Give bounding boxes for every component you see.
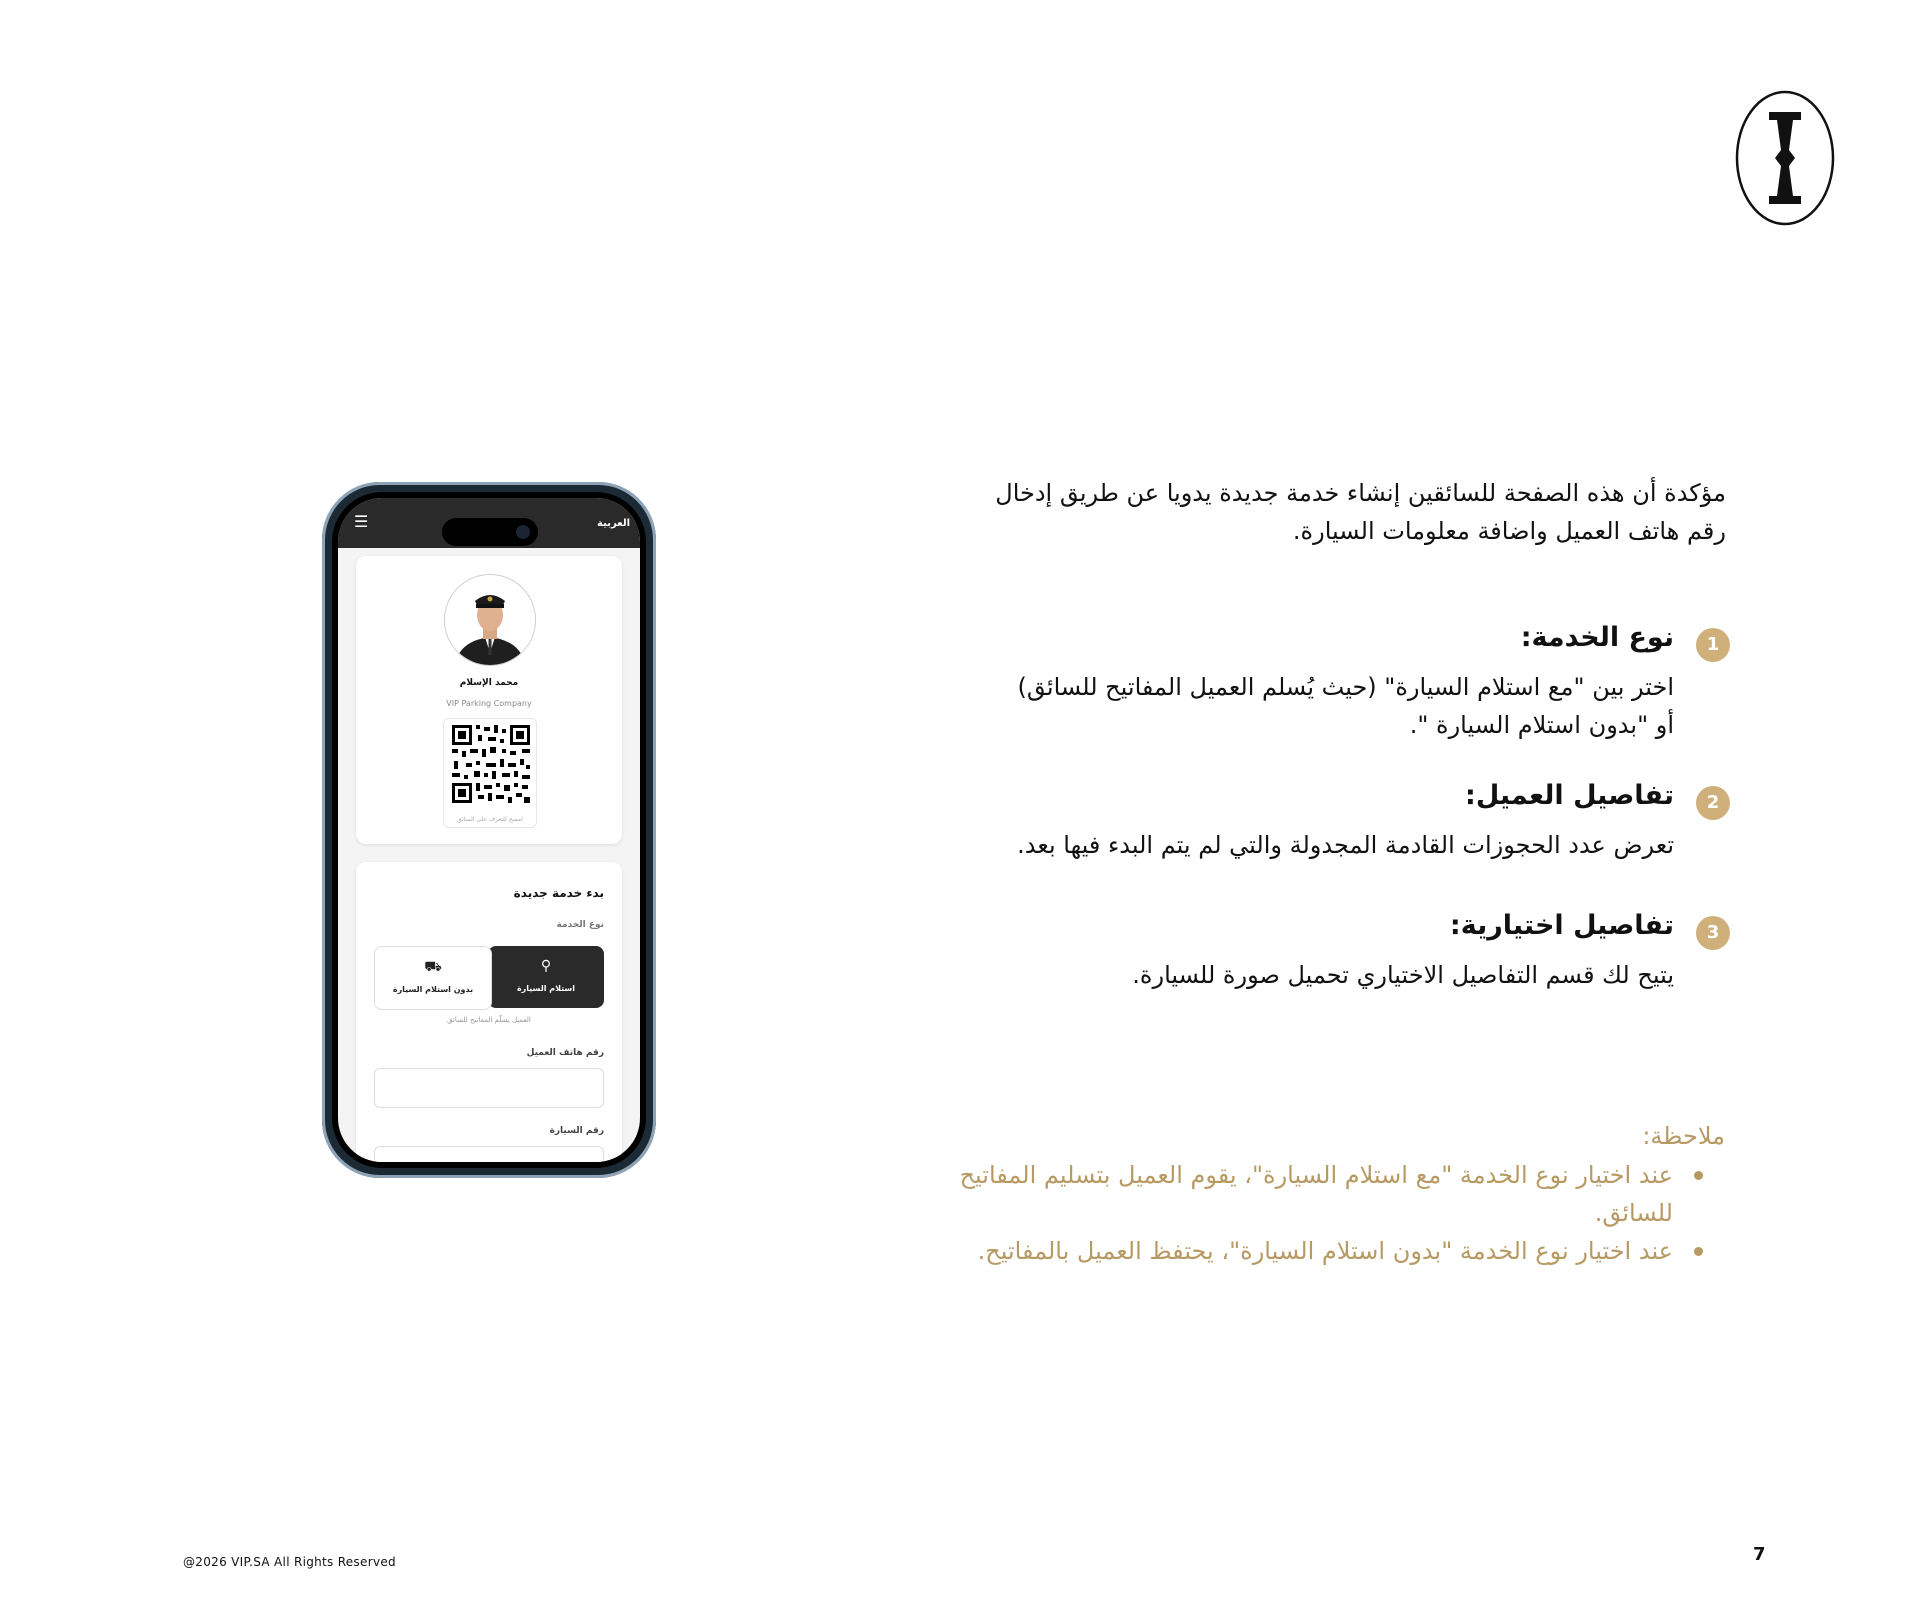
car-icon: ⛟ [424,959,442,975]
car-number-label: رقم السيارة [549,1126,604,1136]
dynamic-island [442,518,538,546]
customer-phone-label: رقم هاتف العميل [526,1048,604,1058]
step-service-type [830,622,1730,742]
option-without-car-pickup[interactable] [374,946,492,1010]
step-description-line: أو "بدون استلام السيارة ". [1409,711,1674,739]
qr-caption: امسح للتعرف على السائق [457,816,523,823]
service-type-label: نوع الخدمة [556,920,604,930]
app-topbar [338,498,640,548]
note-item: عند اختيار نوع الخدمة "مع استلام السيارة"، يقوم العميل بتسليم المفاتيح للسائق. [905,1156,1673,1232]
step-description-line: اختر بين "مع استلام السيارة" (حيث يُسلم العميل المفاتيح للسائق) [1017,673,1674,701]
key-icon: ⚲ [540,958,552,974]
company-name: VIP Parking Company [446,699,532,708]
new-service-card [356,862,622,1162]
option-with-car-pickup[interactable] [488,946,604,1008]
phone-bezel [332,492,646,1168]
car-number-input[interactable] [374,1146,604,1162]
option-label: بدون استلام السيارة [392,985,474,994]
language-switch[interactable]: العربية [597,518,630,529]
step-title: تفاصيل العميل: [1465,780,1674,811]
hamburger-icon[interactable]: ☰ [354,512,369,531]
customer-phone-input[interactable] [374,1068,604,1108]
step-optional-details [830,910,1730,1000]
driver-photo-icon [445,575,535,665]
step-description-line: يتيح لك قسم التفاصيل الاختياري تحميل صورة للسيارة. [1132,961,1674,989]
step-number-badge: 1 [1696,628,1730,662]
brand-logo [1733,88,1837,228]
step-title: نوع الخدمة: [1520,622,1674,653]
page-number: 7 [1753,1544,1766,1565]
new-service-title: بدء خدمة جديدة [513,886,604,900]
step-description [854,668,1674,744]
step-number-badge: 2 [1696,786,1730,820]
step-title: تفاصيل اختيارية: [1449,910,1674,941]
step-description-line: تعرض عدد الحجوزات القادمة المجدولة والتي لم يتم البدء فيها بعد. [1017,831,1674,859]
driver-avatar [444,574,536,666]
phone-mockup [322,482,656,1178]
driver-profile-card [356,556,622,844]
intro-paragraph: مؤكدة أن هذه الصفحة للسائقين إنشاء خدمة جديدة يدويا عن طريق إدخال رقم هاتف العميل واضافة معلومات السيارة. [995,479,1726,545]
qr-code-icon [446,719,536,809]
step-customer-details [830,780,1730,870]
driver-qr-code [443,718,537,828]
camera-icon [516,525,530,539]
step-number-badge: 3 [1696,916,1730,950]
driver-name: محمد الإسلام [459,678,519,688]
note-label: ملاحظة: [1642,1122,1725,1150]
step-description [854,956,1674,994]
step-description [854,826,1674,864]
phone-screen [338,498,640,1162]
option-label: استلام السيارة [516,984,576,993]
note-list [905,1156,1725,1270]
footer-copyright: @2026 VIP.SA All Rights Reserved [183,1555,396,1569]
service-hint: العميل يسلّم المفاتيح للسائق [447,1016,531,1024]
note-section [905,1118,1725,1270]
note-item: عند اختيار نوع الخدمة "بدون استلام السيارة"، يحتفظ العميل بالمفاتيح. [905,1232,1673,1270]
